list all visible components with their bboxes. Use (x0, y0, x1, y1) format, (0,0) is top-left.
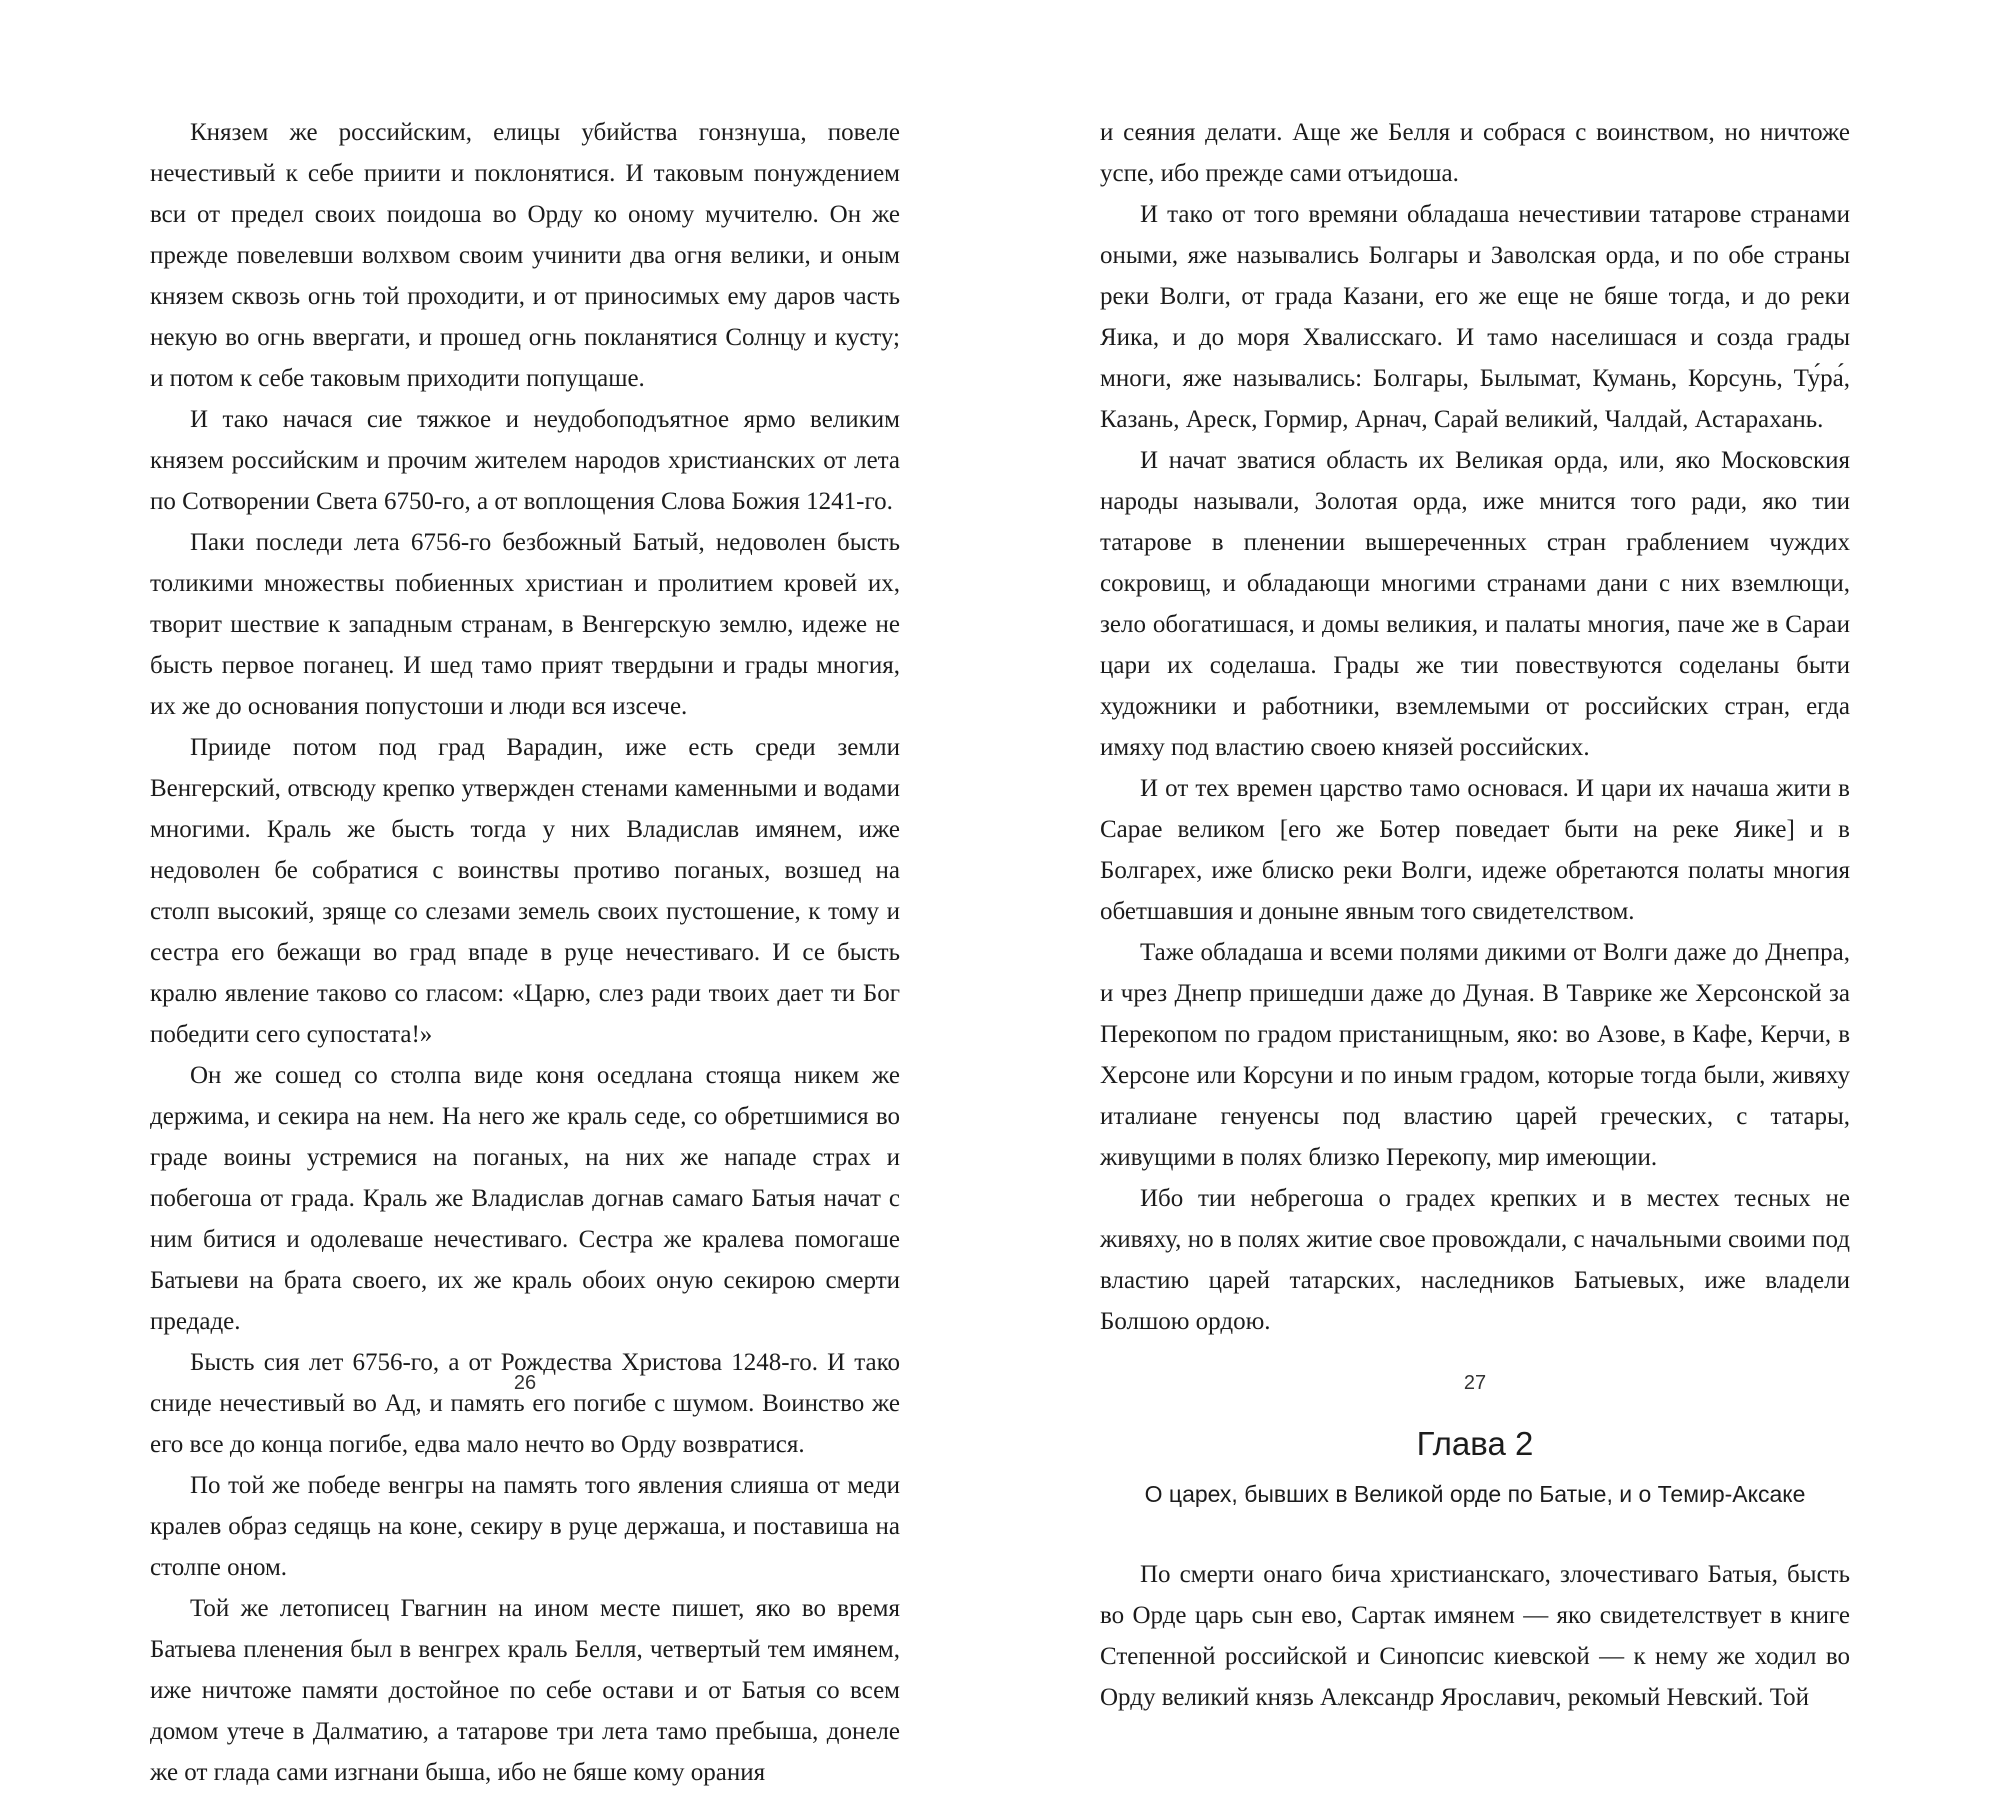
paragraph: И от тех времен царство тамо основася. И цари их начаша жити в Сарае великом [его же Ботер поведает быти на реке Яике] и в Болгарех, иже блиско реки Волги, идеже обретаются полаты многия обетшавшия и доныне явным того свидетелством. (1100, 775, 1850, 925)
paragraph: И начат зватися область их Великая орда, или, яко Московския народы называли, Золотая орда, иже мнится того ради, яко тии татарове в пленении вышереченных стран граблением чуждих сокровищ, и обладающи многими странами дани с них вземлющи, зело обогатишася, и домы великия, и палаты многия, паче же в Сараи цари их соделаша. Грады же тии повествуются соделаны быти художники и работники, вземлемыми от российских стран, егда имяху под властию своею князей российских. (1100, 447, 1850, 761)
page-number-left: 26 (513, 1372, 537, 1394)
paragraph-continuation: и сеяния делати. Аще же Белля и собрася с воинством, но ничтоже успе, ибо прежде сами отъидоша. (1100, 119, 1850, 187)
left-page (150, 112, 900, 1793)
paragraph: Князем же российским, елицы убийства гонзнуша, повеле нечестивый к себе приити и поклонятися. И таковым понуждением вси от предел своих поидоша во Орду ко оному мучителю. Он же прежде повелевши волхвом своим учинити два огня велики, и оным князем сквозь огнь той проходити, и от приносимых ему даров часть некую во огнь ввергати, и прошед огнь покланятися Солнцу и кусту; и потом к себе таковым приходити попущаше. (150, 119, 900, 392)
chapter-subtitle: О царех, бывших в Великой орде по Батые, и о Темир-Аксаке (1144, 1481, 1806, 1507)
chapter-title: Глава 2 (1416, 1425, 1534, 1462)
paragraph: Бысть сия лет 6756-го, а от Рождества Христова 1248-го. И тако сниде нечестивый во Ад, и память его погибе с шумом. Воинство же его все до конца погибе, едва мало нечто во Орду возвратися. (150, 1349, 900, 1458)
paragraph: И тако от того времяни обладаша нечестивии татарове странами оными, яже назывались Болгары и Заволская орда, и по обе страны реки Волги, от града Казани, его же еще не бяше тогда, и до реки Яика, и до моря Хвалисскаго. И тамо населишася и созда грады многи, яже назывались: Болгары, Былымат, Кумань, Корсунь, Ту́ра́, Казань, Ареск, Гормир, Арнач, Сарай великий, Чалдай, Астарахань. (1100, 201, 1850, 433)
paragraph: По смерти онаго бича христианскаго, злочестиваго Батыя, бысть во Орде царь сын ево, Сартак имянем — яко свидетелствует в книге Степенной российской и Синопсис киевской — к нему же ходил во Орду великий князь Александр Ярославич, рекомый Невский. Той (1100, 1561, 1850, 1711)
paragraph: Паки последи лета 6756-го безбожный Батый, недоволен бысть толикими множествы побиенных христиан и пролитием кровей их, творит шествие к западным странам, в Венгерскую землю, идеже не бысть первое поганец. И шед тамо прият твердыни и грады многия, их же до основания попустоши и люди вся изсече. (150, 529, 900, 720)
paragraph: Он же сошед со столпа виде коня оседлана стояща никем же держима, и секира на нем. На него же краль седе, со обретшимися во граде воины устремися на поганых, на них же нападе страх и побегоша от града. Краль же Владислав догнав самаго Батыя начат с ним битися и одолеваше нечестиваго. Сестра же кралева помогаше Батыеви на брата своего, их же краль обоих оную секирою смерти предаде. (150, 1062, 900, 1335)
paragraph: И тако начася сие тяжкое и неудобоподъятное ярмо великим князем российским и прочим жителем народов христианских от лета по Сотворении Света 6750-го, а от воплощения Слова Божия 1241-го. (150, 406, 900, 515)
paragraph: По той же победе венгры на память того явления слияша от меди кралев образ седящь на коне, секиру в руце держаша, и поставиша на столпе оном. (150, 1472, 900, 1581)
right-page (1100, 112, 1850, 1718)
paragraph: Той же летописец Гвагнин на ином месте пишет, яко во время Батыева пленения был в венгрех краль Белля, четвертый тем имянем, иже ничтоже памяти достойное по себе остави и от Батыя со всем домом утече в Далматию, а татарове три лета тамо пребыша, донеле же от глада сами изгнани быша, ибо не бяше кому орания (150, 1595, 900, 1786)
paragraph: Таже обладаша и всеми полями дикими от Волги даже до Днепра, и чрез Днепр пришедши даже до Дуная. В Таврике же Херсонской за Перекопом по градом пристанищным, яко: во Азове, в Кафе, Керчи, в Херсоне или Корсуни и по иным градом, которые тогда были, живяху италиане генуенсы под властию царей греческих, с татары, живущими в полях близко Перекопу, мир имеющии. (1100, 939, 1850, 1171)
paragraph: Ибо тии небрегоша о градех крепких и в местех тесных не живяху, но в полях житие свое провождали, с начальными своими под властию царей татарских, наследников Батыевых, иже владели Болшою ордою. (1100, 1185, 1850, 1335)
paragraph: Прииде потом под град Варадин, иже есть среди земли Венгерский, отвсюду крепко утвержден стенами каменными и водами многими. Краль же бысть тогда у них Владислав имянем, иже недоволен бе собратися с воинствы противо поганых, возшед на столп высокий, зряще со слезами земель своих пустошение, к тому и сестра его бежащи во град впаде в руце нечестиваго. И се бысть кралю явление таково со гласом: «Царю, слез ради твоих дает ти Бог победити сего супостата!» (150, 734, 900, 1048)
page-number-right: 27 (1463, 1372, 1487, 1394)
